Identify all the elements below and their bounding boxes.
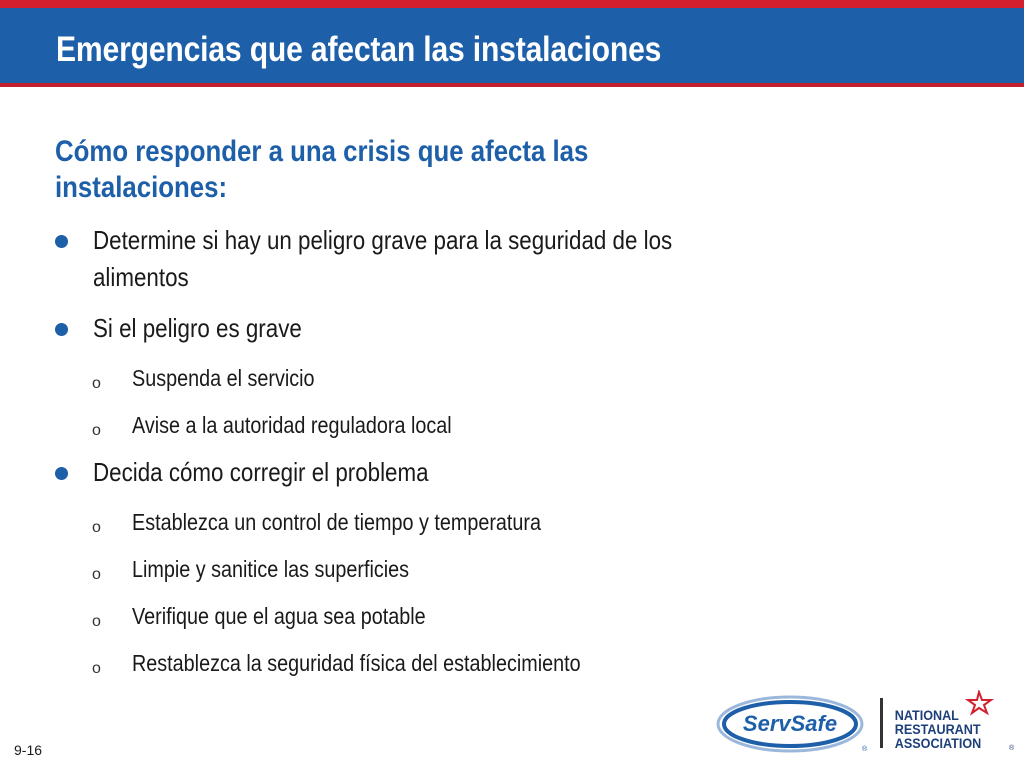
- sub-bullet-text: Suspenda el servicio: [132, 365, 315, 391]
- nra-line-1: NATIONAL: [894, 707, 959, 724]
- bullet-text: Si el peligro es grave: [93, 313, 302, 343]
- hollow-circle-bullet-icon: o: [92, 613, 101, 630]
- bullet-text: Determine si hay un peligro grave para la seguridad de los alimentos: [93, 225, 673, 292]
- hollow-circle-bullet-icon: o: [92, 519, 101, 536]
- sub-bullet-text: Restablezca la seguridad física del establecimiento: [132, 650, 581, 676]
- hollow-circle-bullet-icon: o: [92, 660, 101, 677]
- bullet-dot-icon: [55, 467, 68, 480]
- registered-mark-icon: ®: [862, 746, 868, 753]
- hollow-circle-bullet-icon: o: [92, 375, 101, 392]
- star-icon: [968, 692, 991, 713]
- slide-title: Emergencias que afectan las instalaciones: [56, 30, 662, 69]
- sub-bullet-text: Verifique que el agua sea potable: [132, 603, 426, 629]
- hollow-circle-bullet-icon: o: [92, 422, 101, 439]
- registered-mark-icon: ®: [1009, 745, 1015, 752]
- bullet-dot-icon: [55, 235, 68, 248]
- sub-bullet-text: Avise a la autoridad reguladora local: [132, 412, 452, 438]
- bullet-dot-icon: [55, 323, 68, 336]
- sub-bullet-text: Limpie y sanitice las superficies: [132, 556, 410, 582]
- nra-line-2: RESTAURANT: [894, 721, 981, 738]
- sub-bullet-text: Establezca un control de tiempo y temperatura: [132, 509, 542, 535]
- servsafe-logo-text: ServSafe: [742, 711, 838, 736]
- page-number: 9-16: [14, 742, 43, 758]
- nra-line-3: ASSOCIATION: [894, 735, 982, 752]
- bullet-text: Decida cómo corregir el problema: [93, 457, 429, 487]
- hollow-circle-bullet-icon: o: [92, 566, 101, 583]
- subheading: Cómo responder a una crisis que afecta las instalaciones:: [55, 135, 589, 204]
- logo-divider: [880, 698, 883, 748]
- nra-logo: [893, 690, 1018, 756]
- servsafe-logo: [716, 693, 868, 755]
